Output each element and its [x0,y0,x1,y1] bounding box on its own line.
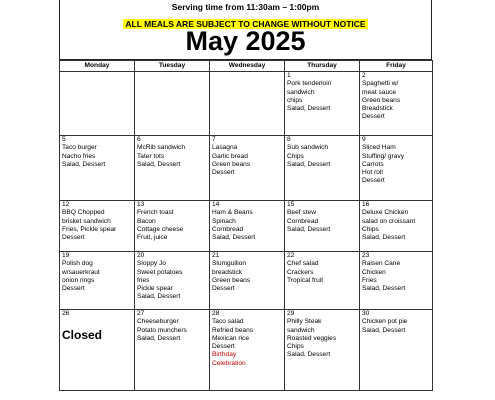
menu-item: Deluxe Chicken [362,209,409,217]
day-number: 1 [287,72,291,79]
weekday-header: Wednesday [210,61,285,72]
menu-item: Green beans [212,276,251,284]
menu-item: sandwich [287,326,315,334]
menu-item: Dessert [62,285,85,293]
menu-item: Taco burger [62,144,97,152]
menu-item: Pork tenderloin [287,80,332,88]
calendar-day-cell [210,136,285,201]
menu-item: Fries, Pickle spear [62,225,117,233]
menu-item: Chips [287,152,304,160]
calendar-day-cell [60,310,135,391]
menu-item: Chef salad [287,260,319,268]
menu-item: Cornbread [212,225,244,233]
calendar-day-cell [60,252,135,310]
calendar-day-cell [360,136,433,201]
calendar-day-cell [360,201,433,252]
weekday-header: Monday [60,61,135,72]
menu-item: w/sauerkraut [62,268,100,276]
day-number: 14 [212,201,220,208]
menu-item: Salad, Dessert [287,105,331,113]
calendar-week-row [60,136,433,201]
menu-item: Nacho fries [62,152,96,160]
calendar-day-cell [210,252,285,310]
menu-item: Salad, Dessert [137,334,181,342]
menu-item: brisket sandwich [62,217,111,225]
calendar-day-cell [285,252,360,310]
change-notice-text: ALL MEALS ARE SUBJECT TO CHANGE WITHOUT NOTICE [125,19,366,29]
menu-header [59,0,432,60]
menu-item: sandwich [287,88,315,96]
menu-item: Breadstick [362,105,393,113]
day-number: 20 [137,252,145,259]
calendar-week-row [60,310,433,391]
celebration-note: Birthday [212,351,237,359]
menu-item: Dessert [212,169,235,177]
menu-item: Fruit, juice [137,234,168,242]
day-number: 28 [212,310,220,317]
calendar-day-cell [285,201,360,252]
menu-item: Crackers [287,268,314,276]
day-number: 27 [137,310,145,317]
day-number: 7 [212,136,216,143]
menu-item: Chicken [362,268,386,276]
month-title: May 2025 [185,26,306,56]
menu-item: Salad, Dessert [212,234,256,242]
calendar-day-cell [285,310,360,391]
menu-item: Salad, Dessert [287,225,331,233]
menu-item: Sliced Ham [362,144,396,152]
menu-item: Salad, Dessert [362,285,406,293]
menu-item: Dessert [212,285,235,293]
menu-item: Taco salad [212,318,244,326]
calendar-day-cell [135,136,210,201]
menu-item: Salad, Dessert [137,293,181,301]
menu-item: Sweet potatoes [137,268,183,276]
calendar-day-cell [360,310,433,391]
menu-item: Roasted veggies [287,334,337,342]
menu-item: Cornbread [287,217,319,225]
menu-item: Dessert [362,113,385,121]
menu-item: Mexican rice [212,334,250,342]
calendar-day-cell [210,201,285,252]
menu-item: Philly Steak [287,318,322,326]
calendar-day-cell [135,252,210,310]
menu-item: Tropical fruit [287,276,324,284]
day-number: 8 [287,136,291,143]
celebration-note: Celebration [212,359,246,367]
day-number: 13 [137,201,145,208]
menu-item: Bacon [137,217,156,225]
menu-item: Spinach [212,217,236,225]
menu-item: Raisen Cane [362,260,401,268]
menu-item: onion rings [62,276,95,284]
closed-label: Closed [62,328,103,343]
menu-item: Green beans [212,160,251,168]
menu-item: Salad, Dessert [362,326,406,334]
menu-item: Pickle spear [137,285,173,293]
calendar-day-cell [60,72,135,136]
calendar-day-cell [285,72,360,136]
day-number: 26 [62,310,70,317]
day-number: 12 [62,201,70,208]
day-number: 30 [362,310,370,317]
menu-item: Chips [287,343,304,351]
menu-item: BBQ Chopped [62,209,105,217]
calendar-day-cell [135,72,210,136]
serving-time: Serving time from 11:30am – 1:00pm [171,2,320,12]
day-number: 21 [212,252,220,259]
menu-item: Potato munchers [137,326,187,334]
menu-item: salad on croissant [362,217,416,225]
menu-item: Sloppy Jo [137,260,166,268]
menu-item: Chips [362,225,379,233]
menu-item: Hot roll [362,169,383,177]
calendar-day-cell [210,310,285,391]
menu-item: Refried beans [212,326,254,334]
weekday-header: Tuesday [135,61,210,72]
day-number: 22 [287,252,295,259]
menu-item: Ham & Beans [212,209,253,217]
day-number: 19 [62,252,70,259]
menu-item: fries [137,276,150,284]
menu-item: Salad, Dessert [362,234,406,242]
day-number: 29 [287,310,295,317]
menu-item: Salad, Dessert [62,160,106,168]
menu-item: Beef stew [287,209,316,217]
menu-item: Slumgullion [212,260,247,268]
day-number: 5 [62,136,66,143]
calendar-day-cell [60,201,135,252]
menu-item: Polish dog [62,260,93,268]
calendar-week-row [60,252,433,310]
day-number: 23 [362,252,370,259]
calendar-week-row [60,201,433,252]
menu-item: Green beans [362,96,401,104]
menu-item: French toast [137,209,174,217]
menu-item: chips [287,96,303,104]
day-number: 2 [362,72,366,79]
day-number: 6 [137,136,141,143]
menu-item: Salad, Dessert [287,351,331,359]
weekday-header: Friday [360,61,433,72]
menu-item: Garlic bread [212,152,248,160]
calendar-day-cell [135,201,210,252]
menu-calendar [59,60,433,391]
day-number: 9 [362,136,366,143]
calendar-day-cell [360,72,433,136]
menu-item: Carrots [362,160,384,168]
menu-item: Dessert [362,177,385,185]
menu-item: Spaghetti w/ [362,80,399,88]
menu-item: Lasagna [212,144,238,152]
day-number: 15 [287,201,295,208]
menu-item: Sub sandwich [287,144,329,152]
menu-item: McRib sandwich [137,144,186,152]
menu-item: Dessert [62,234,85,242]
menu-item: Salad, Dessert [137,160,181,168]
calendar-day-cell [360,252,433,310]
menu-item: Fries [362,276,377,284]
menu-item: Tater tots [137,152,165,160]
menu-item: Salad, Dessert [287,160,331,168]
day-number: 16 [362,201,370,208]
calendar-day-cell [60,136,135,201]
calendar-day-cell [135,310,210,391]
calendar-day-cell [285,136,360,201]
calendar-week-row [60,72,433,136]
weekday-header: Thursday [285,61,360,72]
menu-item: Cheeseburger [137,318,179,326]
menu-item: meat sauce [362,88,397,96]
menu-item: Chicken pot pie [362,318,408,326]
menu-item: Cottage cheese [137,225,184,233]
menu-item: Stuffing/ gravy [362,152,405,160]
menu-item: Dessert [212,343,235,351]
calendar-day-cell [210,72,285,136]
menu-item: breadstick [212,268,243,276]
